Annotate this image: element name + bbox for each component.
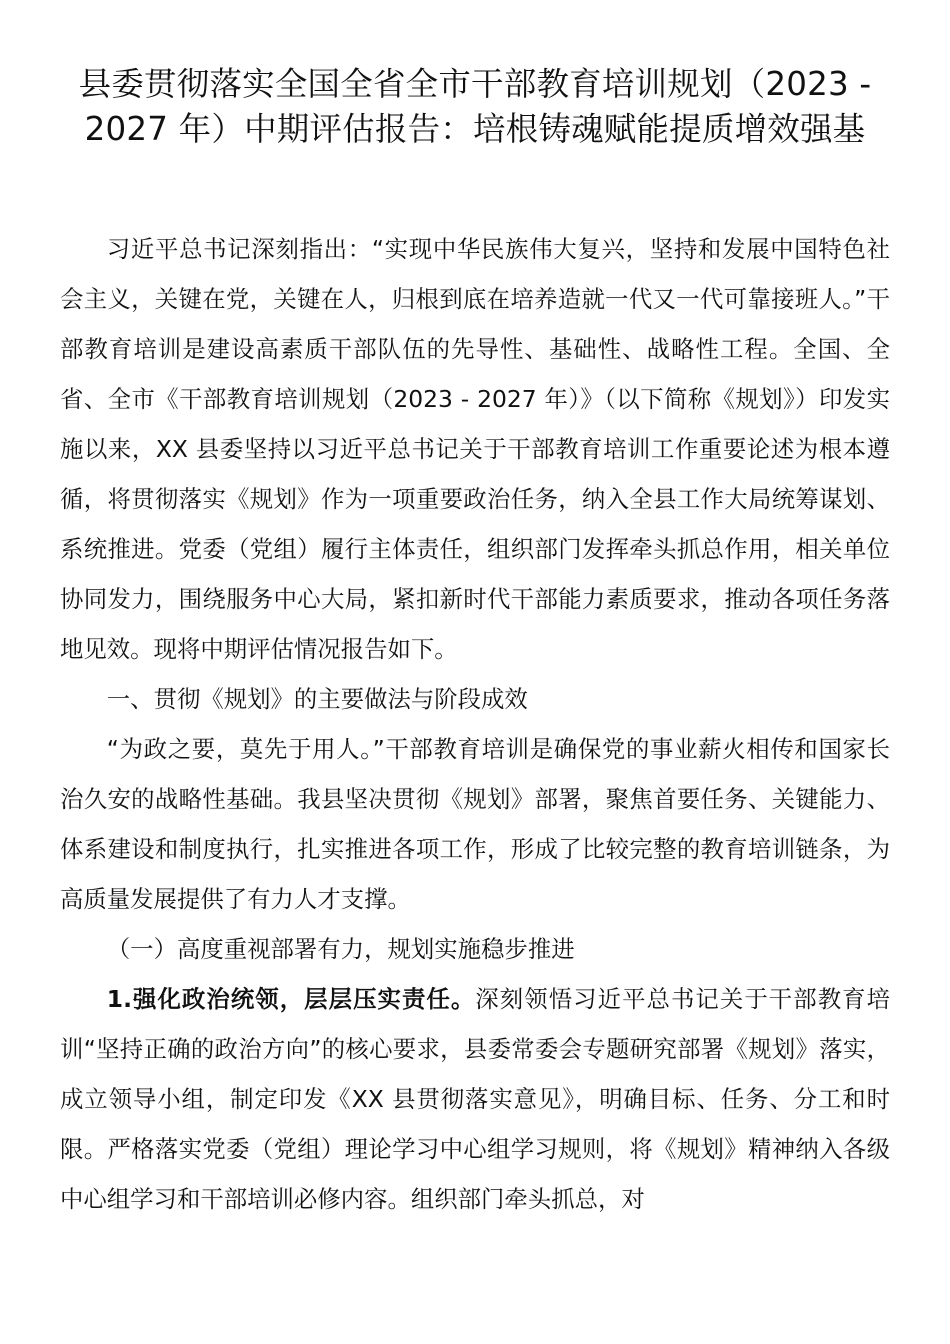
item-1-lead: 1.强化政治统领，层层压实责任。 — [106, 985, 476, 1013]
item-1-text: 深刻领悟习近平总书记关于干部教育培训“坚持正确的政治方向”的核心要求，县委常委会专题研究部署《规划》落实，成立领导小组，制定印发《XX 县贯彻落实意见》，明确目标、任务、分工和时限。严格落实党委（党组）理论学习中心组学习规则，将《规划》精神纳入各级中心组学习和干部培训必修内容。组织部门牵头抓总，对 — [60, 985, 890, 1213]
document-title: 县委贯彻落实全国全省全市干部教育培训规划（2023 - 2027 年）中期评估报告：培根铸魂赋能提质增效强基 — [78, 65, 872, 148]
subsection-1-heading: （一）高度重视部署有力，规划实施稳步推进 — [106, 935, 575, 963]
section-1-heading: 一、贯彻《规划》的主要做法与阶段成效 — [106, 685, 528, 713]
section-1-paragraph: “为政之要，莫先于用人。”干部教育培训是确保党的事业薪火相传和国家长治久安的战略性基础。我县坚决贯彻《规划》部署，聚焦首要任务、关键能力、体系建设和制度执行，扎实推进各项工作，形成了比较完整的教育培训链条，为高质量发展提供了有力人才支撑。 — [60, 735, 890, 913]
item-1-paragraph — [60, 974, 890, 1224]
intro-paragraph: 习近平总书记深刻指出：“实现中华民族伟大复兴，坚持和发展中国特色社会主义，关键在党，关键在人，归根到底在培养造就一代又一代可靠接班人。”干部教育培训是建设高素质干部队伍的先导性、基础性、战略性工程。全国、全省、全市《干部教育培训规划（2023 - 2027 年）》（以下简称《规划》）印发实施以来，XX 县委坚持以习近平总书记关于干部教育培训工作重要论述为根本遵循，将贯彻落实《规划》作为一项重要政治任务，纳入全县工作大局统筹谋划、系统推进。党委（党组）履行主体责任，组织部门发挥牵头抓总作用，相关单位协同发力，围绕服务中心大局，紧扣新时代干部能力素质要求，推动各项任务落地见效。现将中期评估情况报告如下。 — [60, 235, 890, 663]
